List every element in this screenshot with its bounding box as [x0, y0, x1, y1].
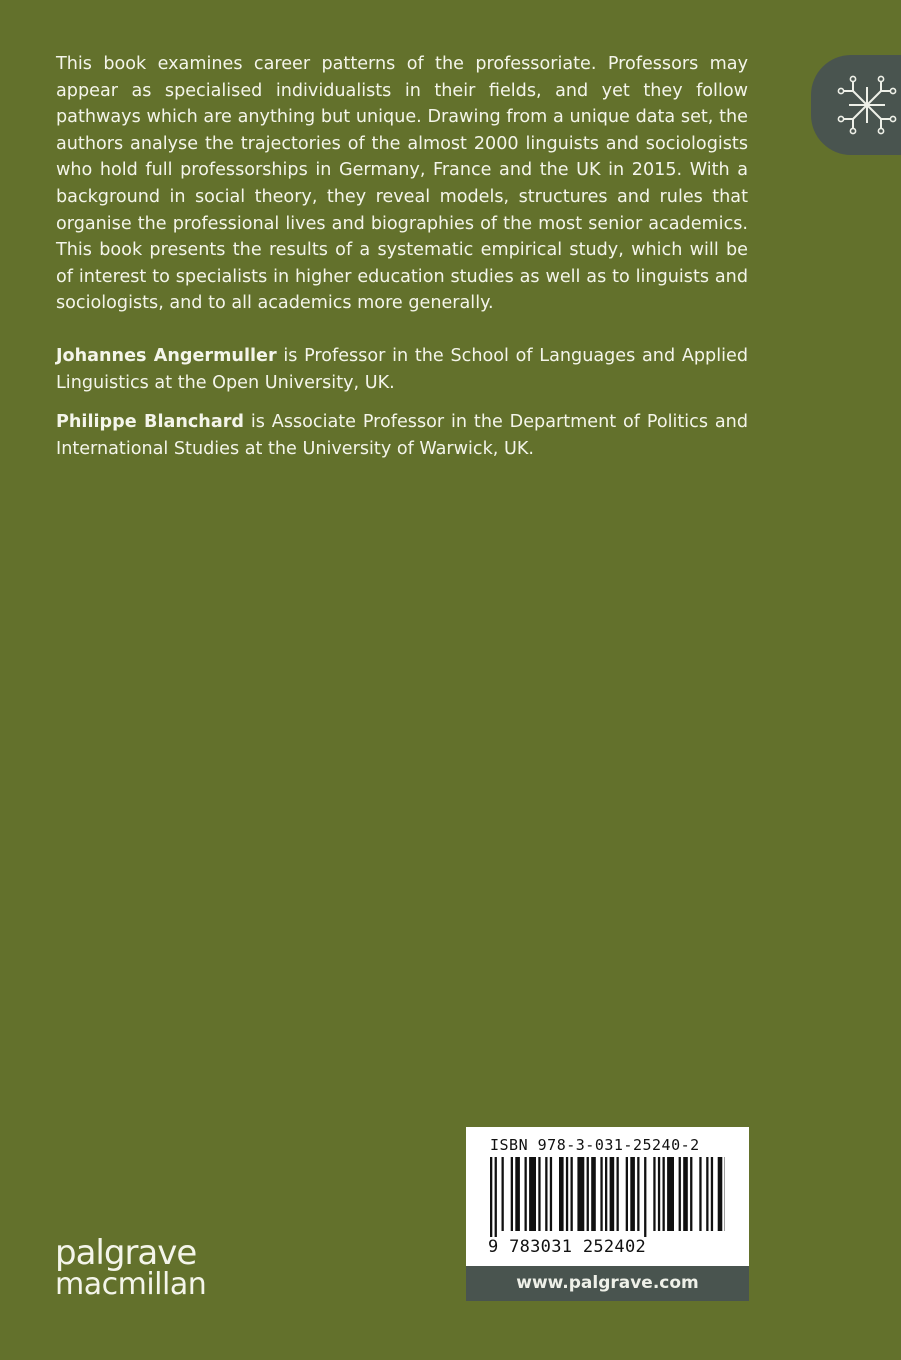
- barcode-bar: [679, 1157, 681, 1231]
- barcode-bar: [711, 1157, 713, 1231]
- barcode-bar: [653, 1157, 655, 1231]
- publisher-logo: [55, 1233, 207, 1302]
- barcode-bar: [658, 1157, 660, 1231]
- barcode-bar: [699, 1157, 701, 1231]
- barcode-bar: [490, 1157, 492, 1237]
- barcode-bar: [718, 1157, 723, 1231]
- barcode-icon: [490, 1157, 725, 1237]
- barcode-bar: [495, 1157, 497, 1237]
- barcode-bar: [529, 1157, 536, 1231]
- barcode-bar: [617, 1157, 619, 1231]
- barcode-bar: [663, 1157, 665, 1231]
- author-bio-angermuller: [56, 343, 748, 396]
- barcode-bar: [525, 1157, 527, 1231]
- barcode-bar: [630, 1157, 635, 1231]
- barcode-bar: [610, 1157, 615, 1231]
- barcode-bar: [515, 1157, 520, 1231]
- barcode-bar: [600, 1157, 602, 1231]
- barcode-bar: [545, 1157, 547, 1231]
- barcode-bar: [706, 1157, 708, 1231]
- barcode-bar: [587, 1157, 589, 1231]
- barcode-bar: [605, 1157, 607, 1231]
- barcode-bar: [550, 1157, 552, 1231]
- barcode-digits: 9 783031 252402: [488, 1237, 647, 1257]
- barcode-bar: [591, 1157, 596, 1231]
- author-name: Johannes Angermuller: [56, 346, 277, 366]
- barcode-bar: [511, 1157, 513, 1231]
- publisher-name-line1: palgrave: [55, 1233, 197, 1273]
- palgrave-network-logo-icon: [835, 73, 899, 137]
- author-bio-blanchard: [56, 409, 748, 462]
- publisher-url[interactable]: www.palgrave.com: [466, 1266, 749, 1301]
- barcode-bar: [667, 1157, 674, 1231]
- isbn-label: ISBN 978-3-031-25240-2: [490, 1136, 700, 1154]
- barcode-bar: [637, 1157, 639, 1231]
- barcode-bar: [566, 1157, 568, 1231]
- author-bio-text: is Associate Professor in the Department of Politics and International Studies at the University of Warwick, UK.: [56, 412, 748, 459]
- barcode-panel: [466, 1127, 749, 1266]
- publisher-logo-tab: [811, 55, 901, 155]
- barcode-bar: [559, 1157, 564, 1231]
- author-name: Philippe Blanchard: [56, 412, 244, 432]
- barcode-bar: [683, 1157, 688, 1231]
- barcode-bar: [538, 1157, 540, 1231]
- barcode-bar: [577, 1157, 584, 1231]
- publisher-name-line2: macmillan: [55, 1267, 207, 1302]
- author-bio-text: is Professor in the School of Languages and Applied Linguistics at the Open University, UK.: [56, 346, 748, 393]
- barcode-bar: [690, 1157, 692, 1231]
- barcode-bar: [502, 1157, 504, 1231]
- barcode-bar: [626, 1157, 628, 1231]
- barcode-bar: [571, 1157, 573, 1231]
- book-blurb: This book examines career patterns of the professoriate. Professors may appear as specialised individualists in their fields, and yet they follow pathways which are anything but unique. Drawing from a unique data set, the authors analyse the trajectories of the almost 2000 linguists and sociologists who hold full professorships in Germany, France and the UK in 2015. With a background in social theory, they reveal models, structures and rules that organise the professional lives and biographies of the most senior academics. This book presents the results of a systematic empirical study, which will be of interest to specialists in higher education studies as well as to linguists and sociologists, and to all academics more generally.: [56, 54, 748, 314]
- barcode-bar: [644, 1157, 646, 1237]
